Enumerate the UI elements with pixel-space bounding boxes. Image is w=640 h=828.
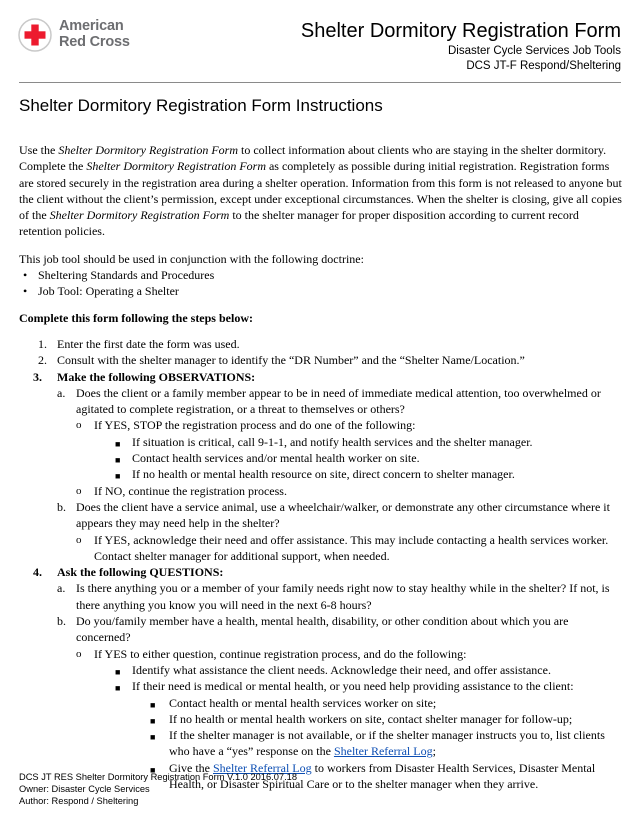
step-4b-sub-item: ■ Give the Shelter Referral Log to workers from Disaster Health Services, Disaster Mental Health, or Disaster Spiritual Care or to the shelter manager when they arrive. [150, 760, 596, 791]
step-4b-yes: o If YES to either question, continue registration process, and do the following: [76, 646, 467, 661]
header-subtitle-2: DCS JT-F Respond/Sheltering [466, 60, 621, 72]
step-3b: b. Does the client have a service animal, use a wheelchair/walker, or demonstrate any other circumstance where it appears they may need help in the shelter? [57, 499, 610, 531]
steps-heading: Complete this form following the steps below: [19, 310, 253, 325]
footer-owner: Owner: Disaster Cycle Services [19, 784, 150, 794]
step-3a-no: o If NO, continue the registration process. [76, 483, 287, 498]
doctrine-lead: This job tool should be used in conjunction with the following doctrine: [19, 251, 364, 266]
step-2: 2. Consult with the shelter manager to identify the “DR Number” and the “Shelter Name/Location.” [38, 353, 525, 368]
instructions-body [19, 142, 623, 792]
step-4b-yes-item: ■ If their need is medical or mental health, or you need help providing assistance to the client: [115, 679, 574, 694]
step-4b-sub-item: ■ Contact health or mental health services worker on site; [150, 695, 437, 710]
page-title: Shelter Dormitory Registration Form Instructions [19, 96, 383, 115]
step-4: 4. Ask the following QUESTIONS: [33, 565, 224, 580]
footer-version: DCS JT RES Shelter Dormitory Registration Form V.1.0 2016.07.18 [19, 772, 297, 782]
step-4b-sub-item: ■ If no health or mental health workers on site, contact shelter manager for follow-up; [150, 711, 573, 726]
doctrine-item: • Job Tool: Operating a Shelter [19, 283, 623, 299]
step-4a: a. Is there anything you or a member of your family needs right now to stay healthy while in the shelter? If not, is there anything you know you will need in the next 6-8 hours? [57, 581, 610, 612]
doctrine-item: • Sheltering Standards and Procedures [19, 267, 623, 283]
step-4b-sub-item: ■ If the shelter manager is not available, or if the shelter manager instructs you to, list clients who have a “yes” response on the Shelter Referral Log; [150, 728, 605, 759]
step-3a-yes-item: ■ If no health or mental health resource on site, direct concern to shelter manager. [115, 467, 515, 482]
step-3a: a. Does the client or a family member appear to be in need of immediate medical attention, too overwhelmed or agitated to complete registration, or a threat to themselves or others? [57, 385, 601, 417]
form-title: Shelter Dormitory Registration Form [300, 20, 621, 42]
document-header [301, 18, 621, 74]
step-1: 1. Enter the first date the form was used. [38, 336, 240, 351]
step-3b-yes: o If YES, acknowledge their need and offer assistance. This may include contacting a health services worker. Contact shelter manager for additional support, when needed. [76, 532, 609, 563]
step-3a-yes: o If YES, STOP the registration process and do one of the following: [76, 418, 416, 433]
step-4b: b. Do you/family member have a health, mental health, disability, or other condition about which you are concerned? [57, 614, 569, 645]
footer-author: Author: Respond / Sheltering [19, 796, 139, 806]
document-footer [19, 771, 297, 807]
step-3a-yes-item: ■ If situation is critical, call 9-1-1, and notify health services and the shelter manager. [115, 434, 533, 449]
red-cross-logo [18, 18, 138, 54]
header-divider [19, 82, 621, 83]
step-3a-yes-item: ■ Contact health services and/or mental health worker on site. [115, 451, 420, 466]
logo-line-2: Red Cross [59, 33, 130, 50]
shelter-referral-log-link[interactable]: Shelter Referral Log [333, 744, 433, 759]
intro-paragraph: Use the Shelter Dormitory Registration Form to collect information about clients who are staying in the shelter dormitory. Complete the Shelter Dormitory Registration Form as completely as possible during initial registration. Registration forms are stored securely in the registration area during a shelter operation. Information from this form is not released to anyone but the client without the client’s permission, except under exceptional circumstances. When the shelter is closing, give all copies of the Shelter Dormitory Registration Form to the shelter manager for proper disposition according to current record retention policies. [19, 143, 622, 239]
header-subtitle-1: Disaster Cycle Services Job Tools [448, 45, 621, 57]
red-cross-icon [18, 18, 52, 52]
step-3: 3. Make the following OBSERVATIONS: [33, 369, 256, 384]
step-4b-yes-item: ■ Identify what assistance the client needs. Acknowledge their need, and offer assistance. [115, 662, 551, 677]
doctrine-list [19, 267, 623, 300]
logo-line-1: American [59, 18, 124, 34]
shelter-referral-log-link[interactable]: Shelter Referral Log [213, 760, 312, 775]
